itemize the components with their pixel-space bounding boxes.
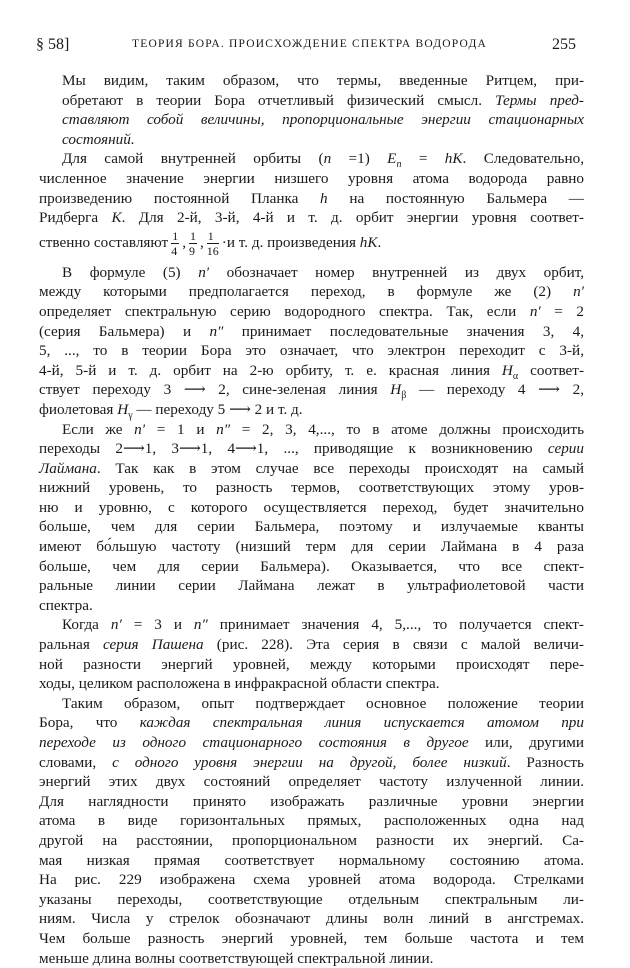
text-line: (серия Бальмера) и n″ принимает последовательные значения 3, 4, [39, 322, 585, 340]
text-line: состояний. [62, 130, 135, 148]
fraction: $\frac{1}{4}$ [171, 228, 179, 258]
paragraph-3 [39, 263, 584, 420]
text-line: переходе из одного стационарного состояния в другое или, другими [39, 734, 584, 751]
text-line: В формуле (5) n′ обозначает номер внутренней из двух орбит, [62, 263, 584, 281]
text-line: мая низкая прямая соответствует нормальному состоянию атома. [39, 851, 584, 869]
paragraph-4 [39, 420, 584, 616]
text-line: спектра. [39, 596, 93, 614]
text-line: имеют бо́льшую частоту (низший терм для серии Лаймана в 4 раза [39, 538, 584, 556]
text-line: ной разности энергий уровней, между которыми происходят пере- [39, 655, 584, 673]
text-line: Мы видим, таким образом, что термы, введенные Ритцем, при- [62, 72, 584, 89]
paragraph-1 [62, 71, 584, 149]
fraction: $\frac{1}{16}$ [206, 228, 219, 258]
paragraph-5 [39, 615, 584, 693]
text-line: словами, с одного уровня энергии на другой, более низкий. Разность [39, 753, 584, 771]
body-text [39, 71, 585, 968]
text-line: меньше длина волны соответствующей спектральной линии. [39, 949, 434, 967]
text-line: ставляют собой величины, пропорциональные энергии стационарных [62, 111, 584, 129]
text-line: ральная серия Пашена (рис. 228). Эта серия в связи с малой величи- [39, 636, 584, 654]
text-line: 4-й, 5-й и т. д. орбит на 2-ю орбиту, т. е. красная линия $H_\alpha$ соответ- [39, 361, 584, 382]
text-line: численное значение энергии низшего уровня атома водорода равно [39, 169, 584, 187]
text-line: произведению постоянной Планка h на постоянную Бальмера — [39, 189, 584, 207]
text-line: Ридберга K. Для 2-й, 3-й, 4-й и т. д. орбит энергии уровня соответ- [39, 209, 584, 227]
text-line: ходы, целиком расположена в инфракрасной области спектра. [39, 675, 440, 693]
text-line: фиолетовая $H_\gamma$ — переходу 5 ⟶ 2 и т. д. [39, 400, 303, 421]
text-line: обретают в теории Бора отчетливый физический смысл. Термы пред- [62, 91, 584, 109]
text-line: энергий этих двух состояний определяет частоту излученной линии. [39, 773, 584, 791]
text-line: Лаймана. Так как в этом случае все переходы происходят на самый [39, 459, 584, 477]
text-line: Чем больше разность энергий уровней, тем больше частота и тем [39, 929, 584, 947]
text-line: ственно составляют $\frac{1}{4}$ , $\frac{1}{9}$ , $\frac{1}{16}$ ·и т. д. произведения hK. [39, 228, 382, 258]
text-line: указаны переходы, соответствующие отдельным спектральным ли- [39, 890, 584, 908]
text-line: Бора, что каждая спектральная линия испускается атомом при [39, 714, 584, 732]
text-line: На рис. 229 изображена схема уровней атома водорода. Стрелками [39, 871, 584, 889]
fraction: $\frac{1}{9}$ [188, 228, 196, 258]
text-line: другой на расстоянии, пропорциональном разности их энергий. Са- [39, 831, 584, 849]
text-line: атома в виде горизонтальных прямых, расположенных одна над [39, 812, 584, 830]
text-line: между которыми предполагается переход, в формуле же (2) n′ [39, 283, 584, 301]
text-line: переходы 2⟶1, 3⟶1, 4⟶1, ..., приводящие к возникновению серии [39, 440, 584, 458]
paragraph-6 [39, 694, 584, 968]
text-line: определяет спектральную серию водородного спектра. Так, если n′ = 2 [39, 302, 584, 320]
section-number: § 58] [36, 36, 70, 53]
text-line: Если же n′ = 1 и n″ = 2, 3, 4,..., то в атоме должны происходить [62, 420, 584, 438]
text-line: ниям. Числа у стрелок обозначают длины волн линий в ангстремах. [39, 910, 584, 928]
text-line: Для самой внутренней орбиты (n =1) $E_n$ = hK. Следовательно, [62, 150, 584, 171]
text-line: ню и уровню, с которого осуществляется переход, будет значительно [39, 498, 584, 516]
chapter-title: ТЕОРИЯ БОРА. ПРОИСХОЖДЕНИЕ СПЕКТРА ВОДОРОДА [132, 38, 488, 50]
text-line: Для наглядности принято изображать различные уровни энергии [39, 792, 584, 810]
text-line: больше, чем для серии Бальмера). Оказывается, что все спект- [39, 557, 584, 575]
paragraph-2 [39, 149, 584, 257]
running-head [36, 36, 576, 60]
text-line: Когда n′ = 3 и n″ принимает значения 4, 5,..., то получается спект- [62, 616, 584, 634]
text-line: больше, чем для серии Бальмера, поэтому и излучаемые кванты [39, 518, 584, 536]
page-number: 255 [552, 36, 576, 53]
text-line: ствует переходу 3 ⟶ 2, сине-зеленая линия $H_\beta$ — переходу 4 ⟶ 2, [39, 381, 584, 402]
text-line: 5, ..., то в теории Бора это означает, что электрон переходит с 3-й, [39, 342, 584, 360]
text-line: Таким образом, опыт подтверждает основное положение теории [62, 694, 584, 712]
text-line: ральные линии серии Лаймана лежат в ультрафиолетовой части [39, 577, 584, 595]
text-line: нижний уровень, то разность термов, соответствующих этому уров- [39, 479, 584, 497]
